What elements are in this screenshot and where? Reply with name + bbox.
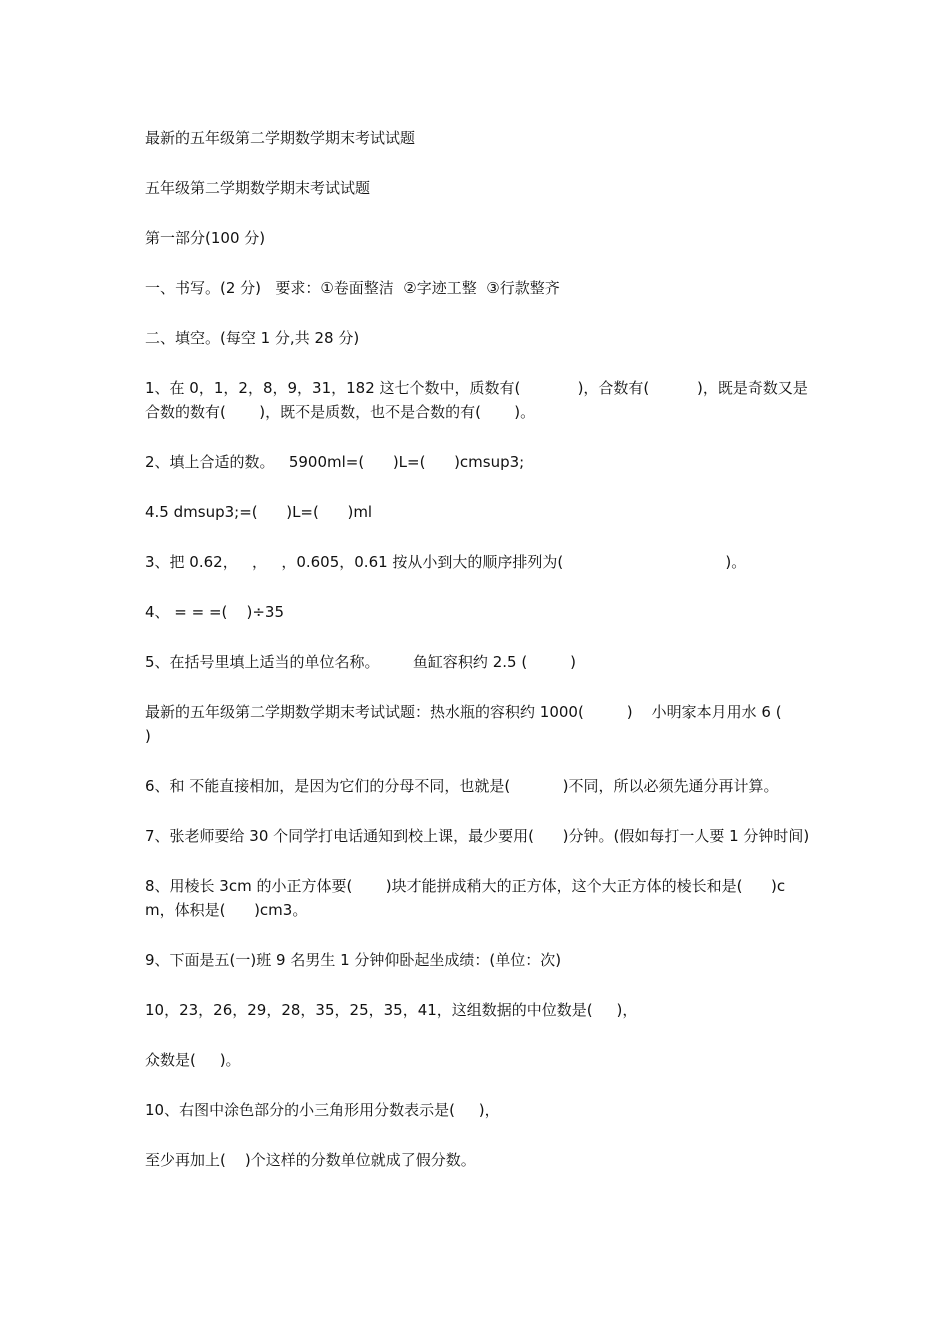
question-7: 7、张老师要给 30 个同学打电话通知到校上课，最少要用( )分钟。(假如每打一人要 1 分钟时间)	[145, 827, 810, 845]
question-4: 4、 = = =( )÷35	[145, 603, 284, 621]
question-9: 9、下面是五(一)班 9 名男生 1 分钟仰卧起坐成绩：(单位：次)	[145, 951, 562, 969]
document-title: 最新的五年级第二学期数学期末考试试题	[145, 129, 416, 147]
question-5: 5、在括号里填上适当的单位名称。 鱼缸容积约 2.5 ( )	[145, 653, 576, 671]
question-10: 10、右图中涂色部分的小三角形用分数表示是( )，	[145, 1101, 500, 1119]
question-9-data: 10，23，26，29，28，35，25，35，41，这组数据的中位数是( )，	[145, 1001, 638, 1019]
section-fill-blank: 二、填空。(每空 1 分,共 28 分)	[145, 329, 360, 347]
question-10-continued: 至少再加上( )个这样的分数单位就成了假分数。	[145, 1151, 476, 1169]
section-writing: 一、书写。(2 分) 要求：①卷面整洁 ②字迹工整 ③行款整齐	[145, 279, 560, 297]
question-9-mode: 众数是( )。	[145, 1051, 241, 1069]
question-2-continued: 4.5 dmsup3;=( )L=( )ml	[145, 503, 373, 521]
document-body	[145, 126, 825, 1172]
part-heading: 第一部分(100 分)	[145, 229, 266, 247]
document-subtitle: 五年级第二学期数学期末考试试题	[145, 179, 371, 197]
question-1: 1、在 0，1，2，8，9，31，182 这七个数中，质数有( )，合数有( )，既是奇数又是合数的数有( )，既不是质数，也不是合数的有( )。	[145, 379, 808, 421]
question-3: 3、把 0.62， ， ，0.605，0.61 按从小到大的顺序排列为( )。	[145, 553, 747, 571]
question-2: 2、填上合适的数。 5900ml=( )L=( )cmsup3;	[145, 453, 525, 471]
question-6: 6、和 不能直接相加，是因为它们的分母不同，也就是( )不同，所以必须先通分再计算。	[145, 777, 779, 795]
question-5-continued: 最新的五年级第二学期数学期末考试试题：热水瓶的容积约 1000( ) 小明家本月用水 6 ( )	[145, 703, 825, 745]
question-8: 8、用棱长 3cm 的小正方体要( )块才能拼成稍大的正方体，这个大正方体的棱长和是( )cm，体积是( )cm3。	[145, 877, 786, 919]
